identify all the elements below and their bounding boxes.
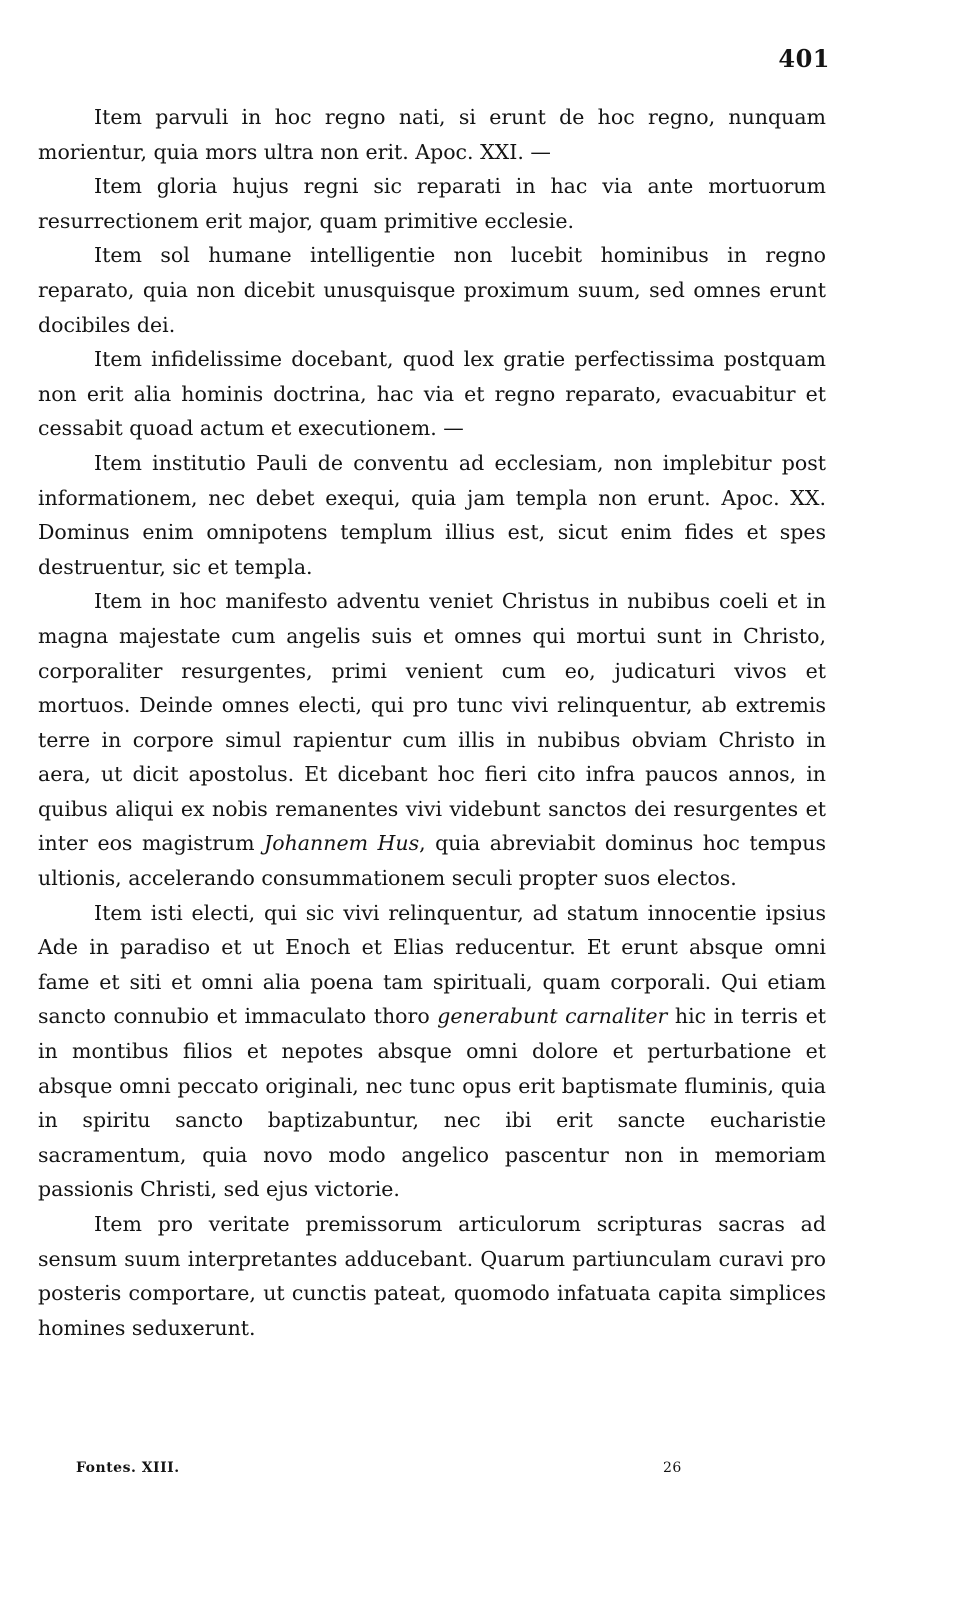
paragraph <box>38 342 826 446</box>
text-run: Item isti electi, qui sic vivi relinquentur, ad statum innocentie ipsius Ade in paradiso et ut Enoch et Elias reducentur. Et erunt absque omni fame et siti et omni alia poena tam spirituali, quam corporali. Qui etiam sancto connubio et immaculato thoro <box>38 900 826 1029</box>
text-run: Item sol humane intelligentie non lucebit hominibus in regno reparato, quia non dicebit unusquisque proximum suum, sed omnes erunt docibiles dei. <box>38 243 826 337</box>
footer-gathering-mark: 26 <box>663 1460 682 1476</box>
text-run: Item gloria hujus regni sic reparati in hac via ante mortuorum resurrectionem erit major, quam primitive ecclesie. <box>38 174 826 233</box>
footer-signature: Fontes. XIII. <box>76 1460 180 1476</box>
body-text <box>38 100 826 1345</box>
text-run: Item institutio Pauli de conventu ad ecclesiam, non implebitur post informationem, nec debet exequi, quia jam templa non erunt. Apoc. XX. Dominus enim omnipotens templum illius est, sicut enim fides et spes destruentur, sic et templa. <box>38 450 826 579</box>
text-run: hic in terris et in montibus filios et nepotes absque omni dolore et perturbatione et absque omni peccato originali, nec tunc opus erit baptismate fluminis, quia in spiritu sancto baptizabuntur, nec ibi erit sancte eucharistie sacramentum, quia novo modo angelico pascentur non in memoriam passionis Christi, sed ejus victorie. <box>38 1004 826 1202</box>
italic-phrase: generabunt carnaliter <box>437 1004 668 1029</box>
paragraph <box>38 100 826 169</box>
paragraph <box>38 896 826 1207</box>
text-run: Item parvuli in hoc regno nati, si erunt de hoc regno, nunquam morientur, quia mors ultra non erit. Apoc. XXI. — <box>38 105 826 164</box>
paragraph <box>38 584 826 895</box>
paragraph <box>38 238 826 342</box>
text-run: Item pro veritate premissorum articulorum scripturas sacras ad sensum suum interpretantes adducebant. Quarum partiunculam curavi pro posteris comportare, ut cunctis pateat, quomodo infatuata capita simplices homines seduxerunt. <box>38 1212 826 1340</box>
paragraph <box>38 169 826 238</box>
page-number: 401 <box>778 44 830 73</box>
italic-phrase: Johannem Hus <box>264 831 420 856</box>
paragraph <box>38 446 826 584</box>
text-run: Item infidelissime docebant, quod lex gratie perfectissima postquam non erit alia hominis doctrina, hac via et regno reparato, evacuabitur et cessabit quoad actum et executionem. — <box>38 347 826 441</box>
text-run: , quia abreviabit dominus hoc tempus ultionis, accelerando consummationem seculi propter suos electos. <box>38 831 826 891</box>
paragraph <box>38 1207 826 1345</box>
text-run: Item in hoc manifesto adventu veniet Christus in nubibus coeli et in magna majestate cum angelis suis et omnes qui mortui sunt in Christo, corporaliter resurgentes, primi venient cum eo, judicaturi vivos et mortuos. Deinde omnes electi, qui pro tunc vivi relinquentur, ab extremis terre in corpore simul rapientur cum illis in nubibus obviam Christo in aera, ut dicit apostolus. Et dicebant hoc fieri cito infra paucos annos, in quibus aliqui ex nobis remanentes vivi videbunt sanctos dei resurgentes et inter eos magistrum <box>38 589 826 856</box>
